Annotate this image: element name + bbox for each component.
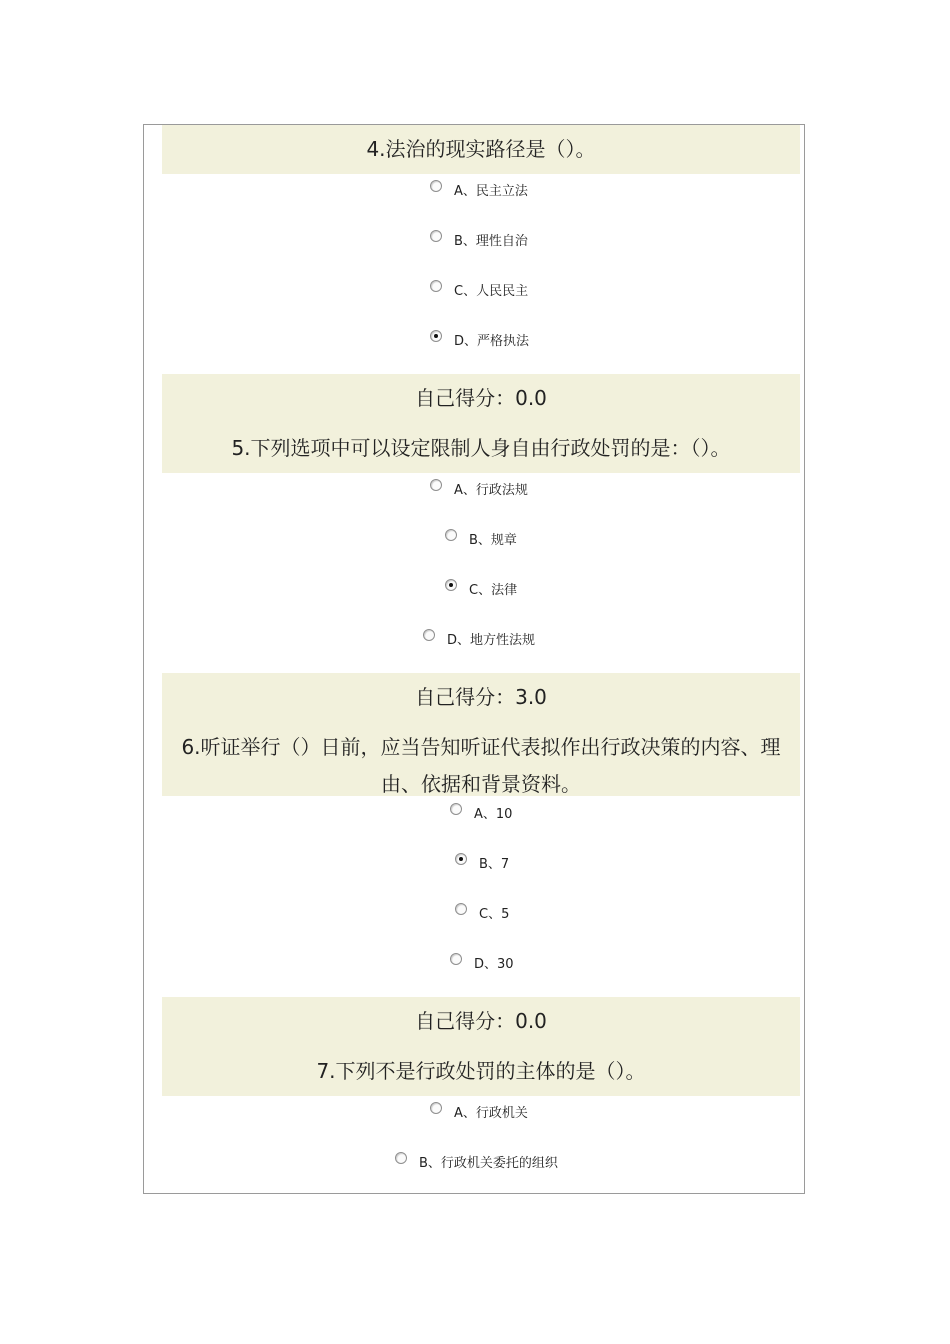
option-label: B、规章 xyxy=(469,533,517,548)
score-value: 3.0 xyxy=(515,685,547,709)
question-5-title xyxy=(162,436,800,460)
question-text: 下列不是行政处罚的主体的是（）。 xyxy=(335,1059,646,1083)
option-label: A、行政机关 xyxy=(454,1106,528,1121)
question-text: 法治的现实路径是（）。 xyxy=(385,137,596,161)
radio-q4-b[interactable] xyxy=(430,230,442,242)
quiz-panel xyxy=(143,124,805,1194)
score-value: 0.0 xyxy=(515,1009,547,1033)
option-label: A、行政法规 xyxy=(454,483,528,498)
option-label: D、地方性法规 xyxy=(447,633,536,648)
radio-q6-c[interactable] xyxy=(455,903,467,915)
radio-q4-d[interactable] xyxy=(430,330,442,342)
option-label: B、行政机关委托的组织 xyxy=(419,1156,558,1171)
question-number: 7. xyxy=(316,1059,336,1083)
question-number: 5. xyxy=(231,436,251,460)
radio-q7-a[interactable] xyxy=(430,1102,442,1114)
question-6-title xyxy=(162,735,800,759)
radio-q6-a[interactable] xyxy=(450,803,462,815)
radio-q5-a[interactable] xyxy=(430,479,442,491)
radio-q5-d[interactable] xyxy=(423,629,435,641)
option-label: A、民主立法 xyxy=(454,184,528,199)
score-label: 自己得分： xyxy=(415,685,516,709)
score-q5 xyxy=(162,685,800,709)
question-text: 下列选项中可以设定限制人身自由行政处罚的是：（）。 xyxy=(250,436,731,460)
question-7-header xyxy=(162,997,800,1096)
score-value: 0.0 xyxy=(515,386,547,410)
score-label: 自己得分： xyxy=(415,1009,516,1033)
question-7-title xyxy=(162,1059,800,1083)
question-number: 6. xyxy=(181,735,201,759)
radio-q6-b[interactable] xyxy=(455,853,467,865)
radio-q5-b[interactable] xyxy=(445,529,457,541)
radio-q4-c[interactable] xyxy=(430,280,442,292)
option-label: C、5 xyxy=(479,907,510,922)
radio-q7-b[interactable] xyxy=(395,1152,407,1164)
radio-q4-a[interactable] xyxy=(430,180,442,192)
score-q6 xyxy=(162,1009,800,1033)
score-label: 自己得分： xyxy=(415,386,516,410)
radio-q5-c[interactable] xyxy=(445,579,457,591)
option-label: B、7 xyxy=(479,857,510,872)
option-label: B、理性自治 xyxy=(454,234,528,249)
option-label: D、严格执法 xyxy=(454,334,530,349)
question-text-line2: 由、依据和背景资料。 xyxy=(381,772,581,796)
score-q4 xyxy=(162,386,800,410)
question-6-title-cont xyxy=(162,772,800,796)
radio-q6-d[interactable] xyxy=(450,953,462,965)
option-label: C、人民民主 xyxy=(454,284,529,299)
question-5-header xyxy=(162,374,800,473)
question-text-line1: 听证举行（）日前，应当告知听证代表拟作出行政决策的内容、理 xyxy=(200,735,781,759)
option-label: C、法律 xyxy=(469,583,518,598)
question-number: 4. xyxy=(366,137,386,161)
option-label: D、30 xyxy=(474,957,514,972)
question-6-header xyxy=(162,673,800,796)
question-4-header xyxy=(162,125,800,174)
option-label: A、10 xyxy=(474,807,513,822)
question-4-title xyxy=(162,137,800,161)
